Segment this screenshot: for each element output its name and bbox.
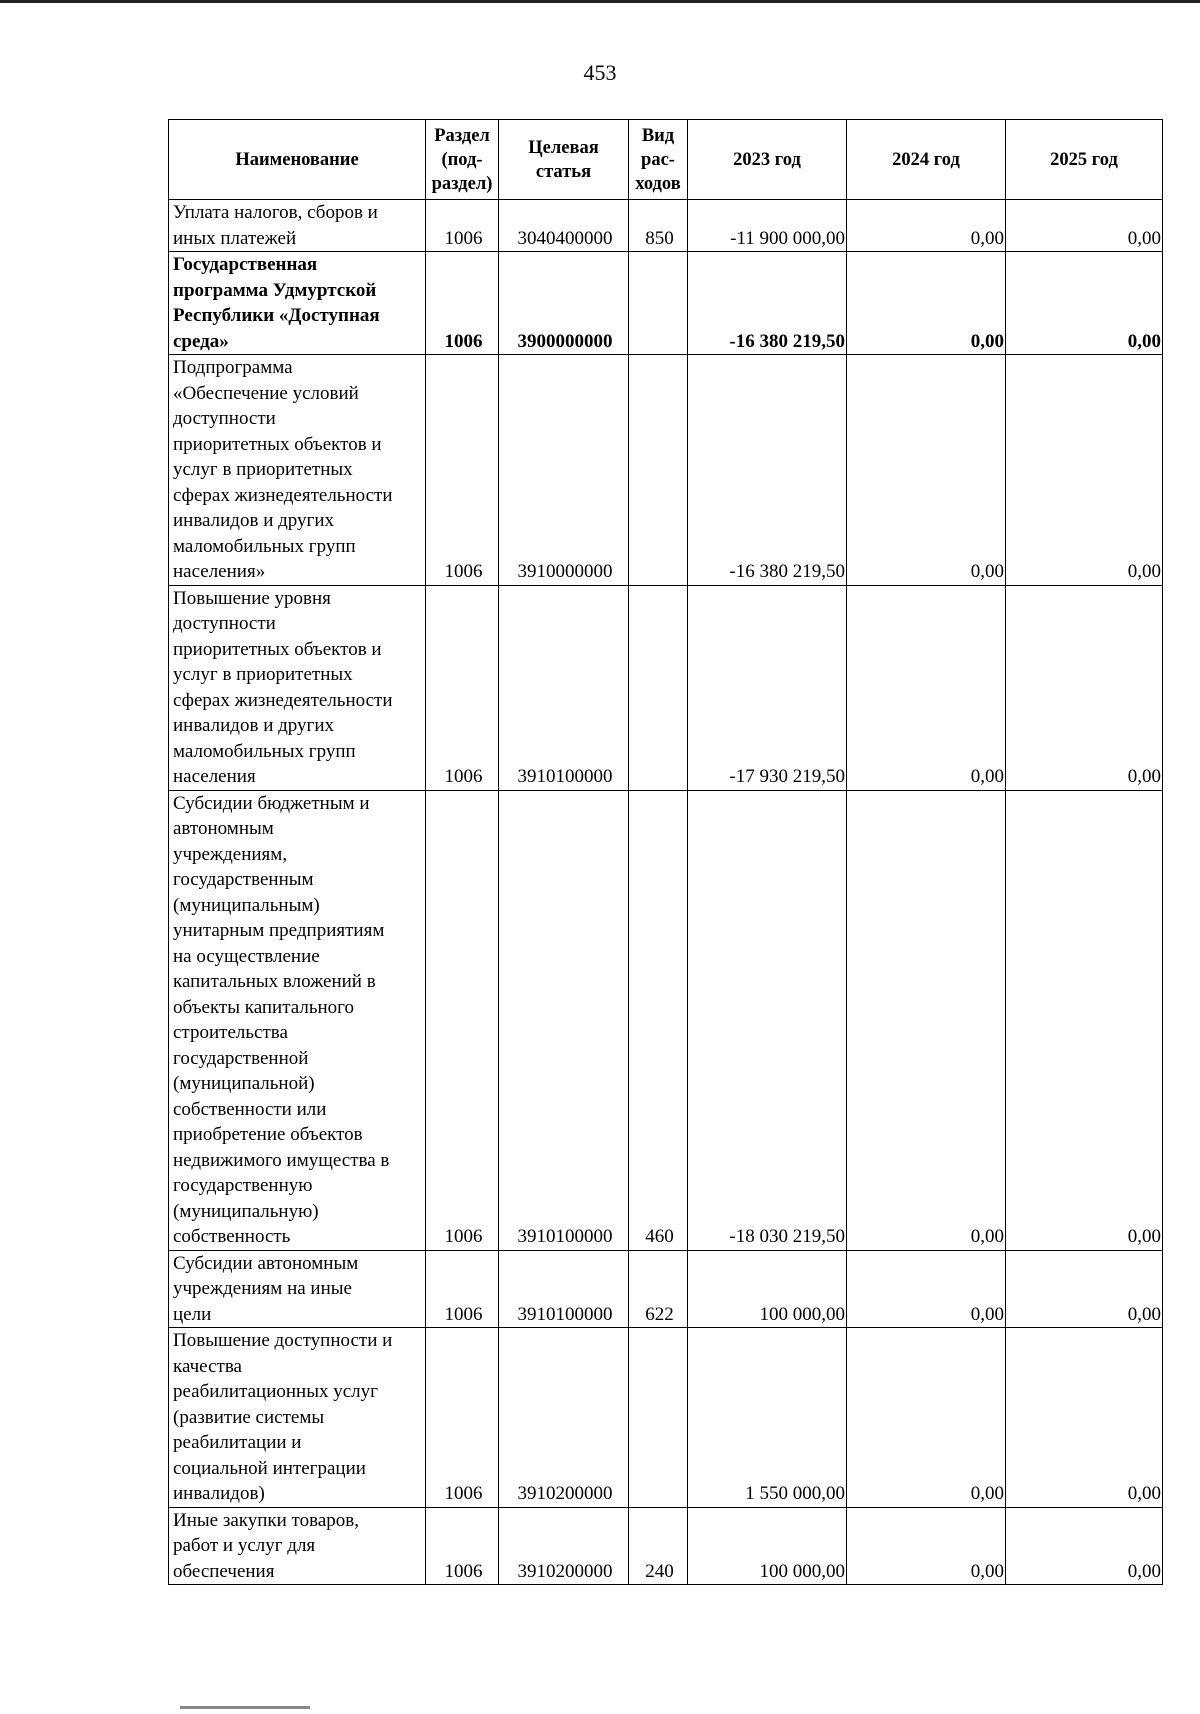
row-section: 1006 (426, 252, 499, 355)
row-2023: -18 030 219,50 (688, 790, 847, 1250)
row-name: Подпрограмма «Обеспечение условий доступности приоритетных объектов и услуг в приоритетных сферах жизнедеятельности инвалидов и других маломобильных групп населения» (169, 355, 426, 586)
row-2024: 0,00 (847, 252, 1006, 355)
row-2023: 100 000,00 (688, 1507, 847, 1585)
table-row (169, 585, 1163, 790)
row-section: 1006 (426, 790, 499, 1250)
row-target: 3910100000 (499, 1250, 629, 1328)
table-header-row (169, 120, 1163, 200)
row-kind: 460 (629, 790, 688, 1250)
row-2025: 0,00 (1006, 790, 1163, 1250)
row-target: 3910100000 (499, 585, 629, 790)
row-name: Субсидии автономным учреждениям на иные цели (169, 1250, 426, 1328)
row-2024: 0,00 (847, 1328, 1006, 1508)
table-row (169, 252, 1163, 355)
header-2023: 2023 год (688, 120, 847, 200)
row-2024: 0,00 (847, 585, 1006, 790)
header-2025: 2025 год (1006, 120, 1163, 200)
row-2023: -11 900 000,00 (688, 200, 847, 252)
row-2025: 0,00 (1006, 1250, 1163, 1328)
row-name: Субсидии бюджетным и автономным учреждениям, государственным (муниципальным) унитарным предприятиям на осуществление капитальных вложений в объекты капитального строительства государственной (муниципальной) собственности или приобретение объектов недвижимого имущества в государственную (муниципальную) собственность (169, 790, 426, 1250)
row-kind (629, 585, 688, 790)
row-2025: 0,00 (1006, 355, 1163, 586)
row-kind: 850 (629, 200, 688, 252)
row-name: Уплата налогов, сборов и иных платежей (169, 200, 426, 252)
header-name: Наименование (169, 120, 426, 200)
row-section: 1006 (426, 1250, 499, 1328)
header-2024: 2024 год (847, 120, 1006, 200)
row-target: 3040400000 (499, 200, 629, 252)
row-target: 3910100000 (499, 790, 629, 1250)
row-name: Повышение доступности и качества реабилитационных услуг (развитие системы реабилитации и социальной интеграции инвалидов) (169, 1328, 426, 1508)
row-kind: 622 (629, 1250, 688, 1328)
row-2024: 0,00 (847, 790, 1006, 1250)
top-border-line (0, 0, 1200, 3)
row-kind (629, 355, 688, 586)
row-2024: 0,00 (847, 1250, 1006, 1328)
row-name: Государственная программа Удмуртской Республики «Доступная среда» (169, 252, 426, 355)
row-section: 1006 (426, 585, 499, 790)
row-2025: 0,00 (1006, 252, 1163, 355)
row-2025: 0,00 (1006, 1328, 1163, 1508)
row-target: 3900000000 (499, 252, 629, 355)
row-section: 1006 (426, 1507, 499, 1585)
row-2024: 0,00 (847, 1507, 1006, 1585)
row-section: 1006 (426, 1328, 499, 1508)
table-row (169, 200, 1163, 252)
row-kind: 240 (629, 1507, 688, 1585)
budget-table (168, 119, 1163, 1585)
header-kind: Вид рас- ходов (629, 120, 688, 200)
row-2023: 1 550 000,00 (688, 1328, 847, 1508)
row-2024: 0,00 (847, 200, 1006, 252)
row-2023: -17 930 219,50 (688, 585, 847, 790)
row-2025: 0,00 (1006, 585, 1163, 790)
row-2025: 0,00 (1006, 1507, 1163, 1585)
row-section: 1006 (426, 200, 499, 252)
row-2023: -16 380 219,50 (688, 252, 847, 355)
row-target: 3910200000 (499, 1507, 629, 1585)
page-number: 453 (583, 60, 617, 85)
header-target: Целевая статья (499, 120, 629, 200)
row-2023: -16 380 219,50 (688, 355, 847, 586)
row-2025: 0,00 (1006, 200, 1163, 252)
row-target: 3910000000 (499, 355, 629, 586)
row-2024: 0,00 (847, 355, 1006, 586)
row-section: 1006 (426, 355, 499, 586)
header-section: Раздел (под- раздел) (426, 120, 499, 200)
footer-rule (180, 1706, 310, 1709)
table-row (169, 790, 1163, 1250)
row-kind (629, 1328, 688, 1508)
table-row (169, 1250, 1163, 1328)
row-2023: 100 000,00 (688, 1250, 847, 1328)
table-row (169, 355, 1163, 586)
row-name: Повышение уровня доступности приоритетных объектов и услуг в приоритетных сферах жизнедеятельности инвалидов и других маломобильных групп населения (169, 585, 426, 790)
table-row (169, 1507, 1163, 1585)
row-target: 3910200000 (499, 1328, 629, 1508)
row-name: Иные закупки товаров, работ и услуг для обеспечения (169, 1507, 426, 1585)
row-kind (629, 252, 688, 355)
table-row (169, 1328, 1163, 1508)
